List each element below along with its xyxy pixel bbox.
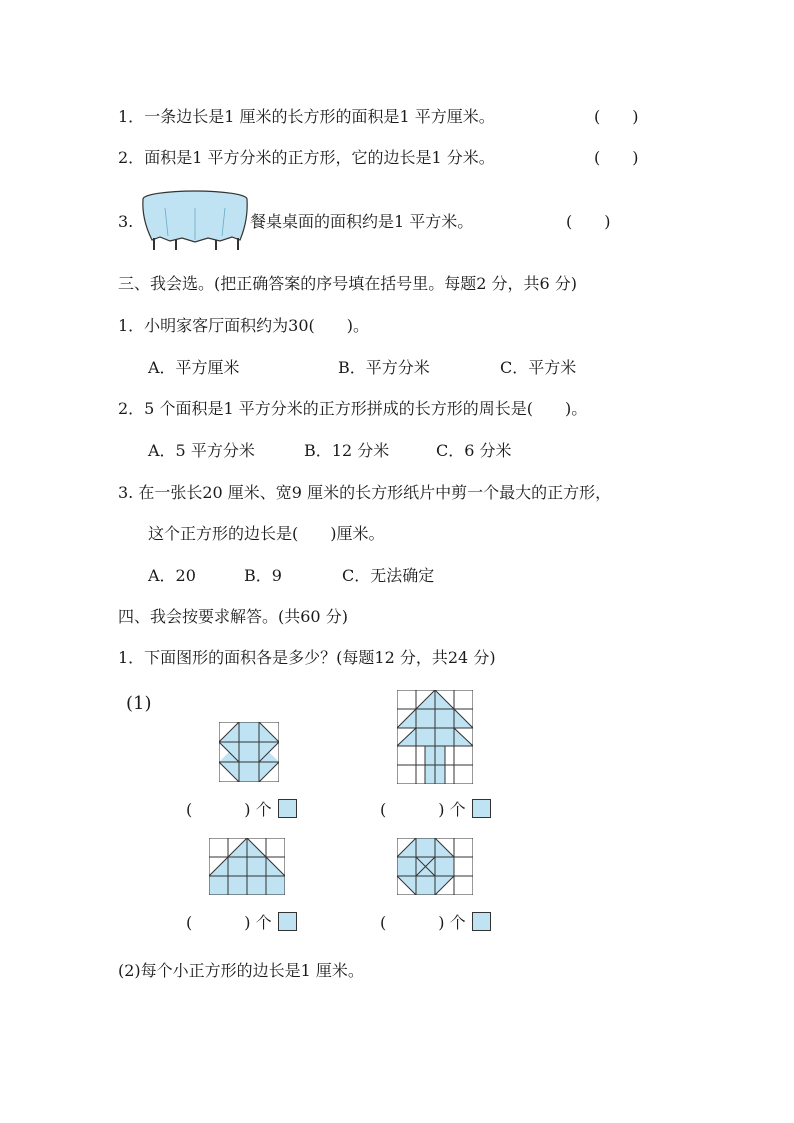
area-figure-4 [397,838,473,895]
unit-text: 个 [255,800,272,819]
paren-open: ( [380,800,387,819]
unit-square-icon [278,799,297,818]
s3-q1-option-b[interactable]: B．平方分米 [338,358,430,377]
paren-close: ) [244,913,251,932]
s3-q3-option-a[interactable]: A．20 [148,566,196,585]
s3-q2-option-c[interactable]: C．6 分米 [436,441,512,460]
s3-q2-option-b[interactable]: B．12 分米 [304,441,390,460]
q-text: 一条边长是1 厘米的长方形的面积是1 平方厘米。 [144,107,495,126]
judge-q1-paren[interactable]: ( ) [594,107,639,126]
answer-row-1-right[interactable] [380,799,491,821]
section3-heading: 三、我会选。(把正确答案的序号填在括号里。每题2 分，共6 分) [118,274,578,293]
s3-q1-option-a[interactable]: A．平方厘米 [148,358,240,377]
unit-text: 个 [449,913,466,932]
s4-q1-sub-label: (1) [126,693,152,714]
s3-q3-text-1: 3. 在一张长20 厘米、宽9 厘米的长方形纸片中剪一个最大的正方形， [118,483,612,502]
judge-q1 [118,106,495,128]
s3-q1-text: 1．小明家客厅面积约为30( )。 [118,316,370,335]
area-figure-1 [219,722,279,782]
judge-q2-paren[interactable]: ( ) [594,148,639,167]
unit-text: 个 [449,800,466,819]
judge-q3-paren[interactable]: ( ) [566,212,611,231]
area-figure-3 [209,838,285,895]
s4-q1-text: 1．下面图形的面积各是多少？(每题12 分，共24 分) [118,648,496,667]
s3-q2-option-a[interactable]: A．5 平方分米 [148,441,255,460]
area-figure-2 [397,690,473,784]
section4-heading: 四、我会按要求解答。(共60 分) [118,607,348,626]
paren-open: ( [380,913,387,932]
q-number: 1． [118,107,145,126]
judge-q3-text: 餐桌桌面的面积约是1 平方米。 [250,212,474,231]
s3-q2-text: 2．5 个面积是1 平方分米的正方形拼成的长方形的周长是( )。 [118,399,588,418]
unit-text: 个 [255,913,272,932]
table-illustration [140,188,250,252]
s3-q1-option-c[interactable]: C．平方米 [500,358,577,377]
q-text: 面积是1 平方分米的正方形，它的边长是1 分米。 [144,148,495,167]
paren-open: ( [186,913,193,932]
s4-q2-text: (2)每个小正方形的边长是1 厘米。 [118,961,364,980]
paren-close: ) [438,800,445,819]
q-number: 2． [118,148,145,167]
unit-square-icon [472,799,491,818]
paren-close: ) [244,800,251,819]
paren-close: ) [438,913,445,932]
s3-q3-text-2: 这个正方形的边长是( )厘米。 [148,524,385,543]
s3-q3-option-b[interactable]: B．9 [244,566,282,585]
paren-open: ( [186,800,193,819]
unit-square-icon [472,912,491,931]
judge-q3-number: 3. [118,212,134,231]
judge-q2 [118,147,495,169]
answer-row-2-left[interactable] [186,912,297,934]
answer-row-1-left[interactable] [186,799,297,821]
s3-q3-option-c[interactable]: C．无法确定 [342,566,435,585]
unit-square-icon [278,912,297,931]
answer-row-2-right[interactable] [380,912,491,934]
